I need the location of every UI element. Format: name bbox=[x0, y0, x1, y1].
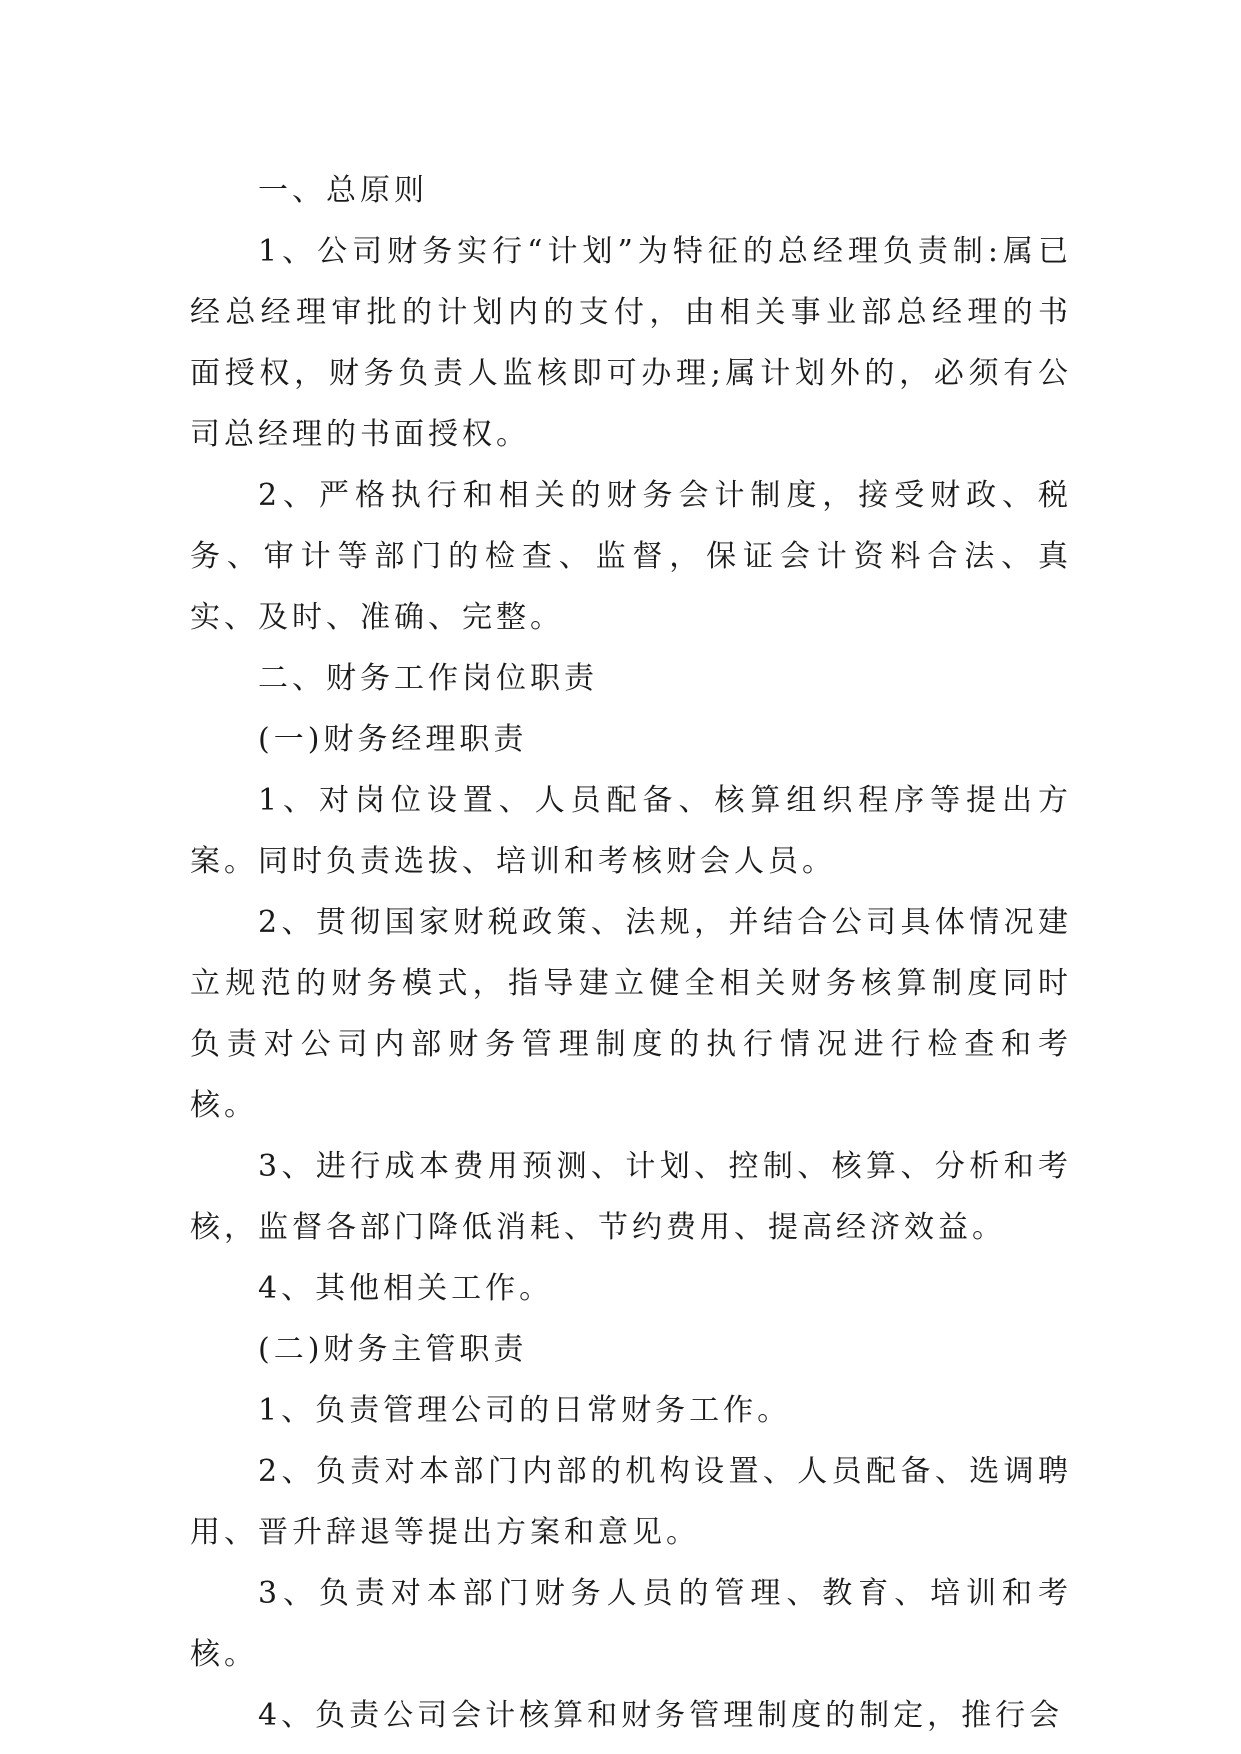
subsection-heading-finance-manager: (一)财务经理职责 bbox=[258, 722, 528, 757]
document-body bbox=[190, 160, 1072, 1746]
paragraph: 2、贯彻国家财税政策、法规，并结合公司具体情况建立规范的财务模式，指导建立健全相关财务核算制度同时负责对公司内部财务管理制度的执行情况进行检查和考核。 bbox=[190, 905, 1072, 1123]
paragraph: 1、对岗位设置、人员配备、核算组织程序等提出方案。同时负责选拔、培训和考核财会人员。 bbox=[190, 783, 1072, 879]
section-heading-job-duties: 二、财务工作岗位职责 bbox=[258, 661, 598, 696]
paragraph: 2、负责对本部门内部的机构设置、人员配备、选调聘用、晋升辞退等提出方案和意见。 bbox=[190, 1454, 1072, 1550]
paragraph: 3、进行成本费用预测、计划、控制、核算、分析和考核，监督各部门降低消耗、节约费用、提高经济效益。 bbox=[190, 1149, 1072, 1245]
section-heading-general-principles: 一、总原则 bbox=[258, 173, 428, 208]
paragraph: 1、负责管理公司的日常财务工作。 bbox=[258, 1393, 792, 1428]
paragraph: 3、负责对本部门财务人员的管理、教育、培训和考核。 bbox=[190, 1576, 1072, 1672]
paragraph: 4、负责公司会计核算和财务管理制度的制定，推行会 bbox=[258, 1698, 1064, 1733]
paragraph: 4、其他相关工作。 bbox=[258, 1271, 554, 1306]
subsection-heading-finance-supervisor: (二)财务主管职责 bbox=[258, 1332, 528, 1367]
paragraph: 2、严格执行和相关的财务会计制度，接受财政、税务、审计等部门的检查、监督，保证会计资料合法、真实、及时、准确、完整。 bbox=[190, 478, 1072, 635]
paragraph: 1、公司财务实行“计划”为特征的总经理负责制:属已经总经理审批的计划内的支付，由相关事业部总经理的书面授权，财务负责人监核即可办理;属计划外的，必须有公司总经理的书面授权。 bbox=[190, 234, 1072, 452]
